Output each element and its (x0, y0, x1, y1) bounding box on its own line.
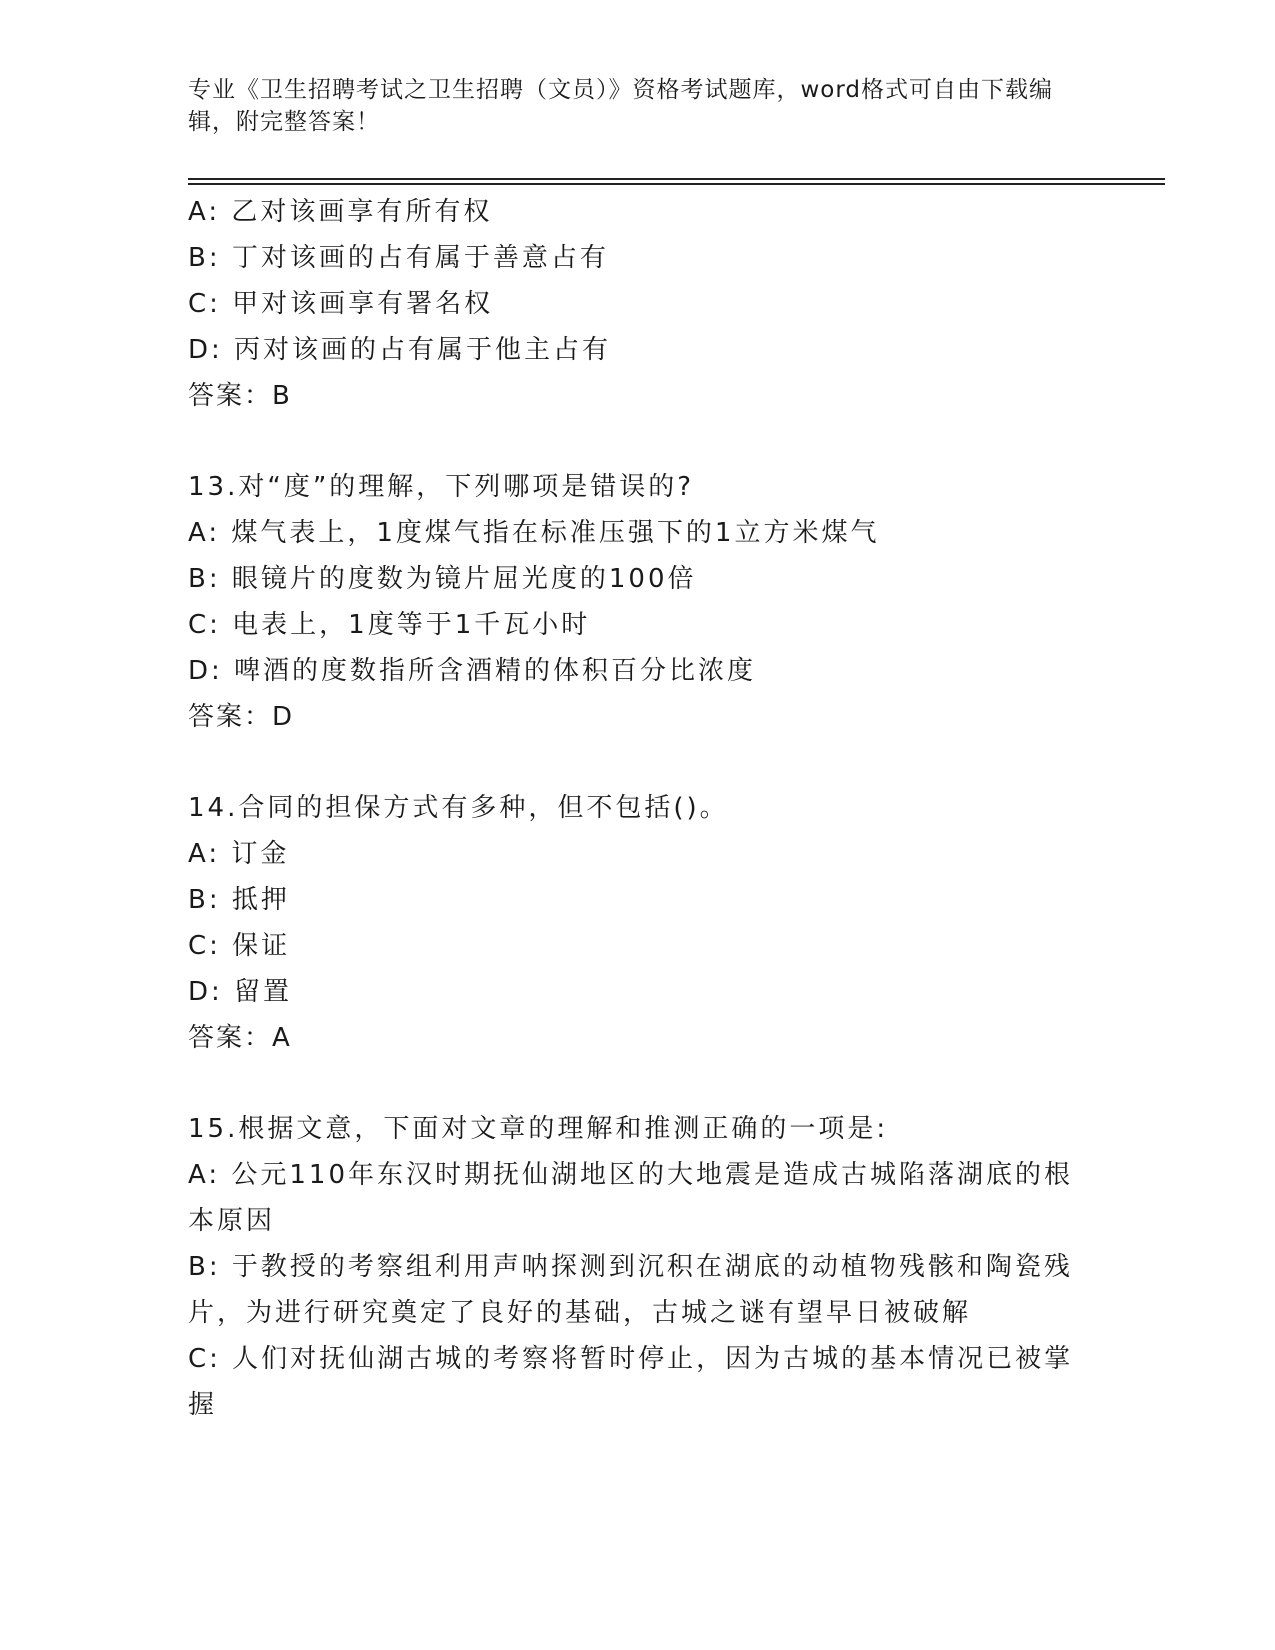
answer (188, 694, 1078, 740)
answer-value: A (272, 1023, 290, 1053)
option-c: C: 保证 (188, 931, 291, 961)
question-13 (188, 464, 1078, 740)
option-b: B: 于教授的考察组利用声呐探测到沉积在湖底的动植物残骸和陶瓷残片，为进行研究奠定了良好的基础，古城之谜有望早日被破解 (188, 1252, 1073, 1328)
question-12-continued (188, 189, 1078, 419)
option-a: A: 乙对该画享有所有权 (188, 197, 493, 227)
spacer (188, 1061, 1078, 1106)
question-14 (188, 785, 1078, 1061)
question-list (188, 189, 1078, 1428)
answer-label: 答案： (188, 1023, 273, 1053)
question-stem: 13.对“度”的理解，下列哪项是错误的? (188, 472, 695, 502)
option-b: B: 抵押 (188, 885, 290, 915)
option-c: C: 人们对抚仙湖古城的考察将暂时停止，因为古城的基本情况已被掌握 (188, 1344, 1074, 1420)
answer-value: B (272, 381, 290, 411)
option-d: D: 啤酒的度数指所含酒精的体积百分比浓度 (188, 656, 757, 686)
document-header: 专业《卫生招聘考试之卫生招聘（文员）》资格考试题库，word格式可自由下载编辑，附完整答案！ (188, 77, 1054, 135)
option-b: B: 丁对该画的占有属于善意占有 (188, 243, 609, 273)
answer (188, 1015, 1078, 1061)
option-b: B: 眼镜片的度数为镜片屈光度的100倍 (188, 564, 697, 594)
option-a: A: 公元110年东汉时期抚仙湖地区的大地震是造成古城陷落湖底的根本原因 (188, 1160, 1073, 1236)
option-a: A: 订金 (188, 839, 290, 869)
question-stem: 15.根据文意，下面对文章的理解和推测正确的一项是: (188, 1114, 889, 1144)
header-divider-top (188, 178, 1165, 180)
option-d: D: 丙对该画的占有属于他主占有 (188, 335, 612, 365)
spacer (188, 419, 1078, 464)
answer-label: 答案： (188, 702, 273, 732)
answer-value: D (272, 702, 293, 732)
option-d: D: 留置 (188, 977, 293, 1007)
option-c: C: 电表上，1度等于1千瓦小时 (188, 610, 591, 640)
answer-label: 答案： (188, 381, 273, 411)
header-divider-bottom (188, 183, 1165, 185)
answer (188, 373, 1078, 419)
option-c: C: 甲对该画享有署名权 (188, 289, 494, 319)
question-15 (188, 1106, 1078, 1428)
spacer (188, 740, 1078, 785)
question-stem: 14.合同的担保方式有多种，但不包括()。 (188, 793, 729, 823)
option-a: A: 煤气表上，1度煤气指在标准压强下的1立方米煤气 (188, 518, 880, 548)
